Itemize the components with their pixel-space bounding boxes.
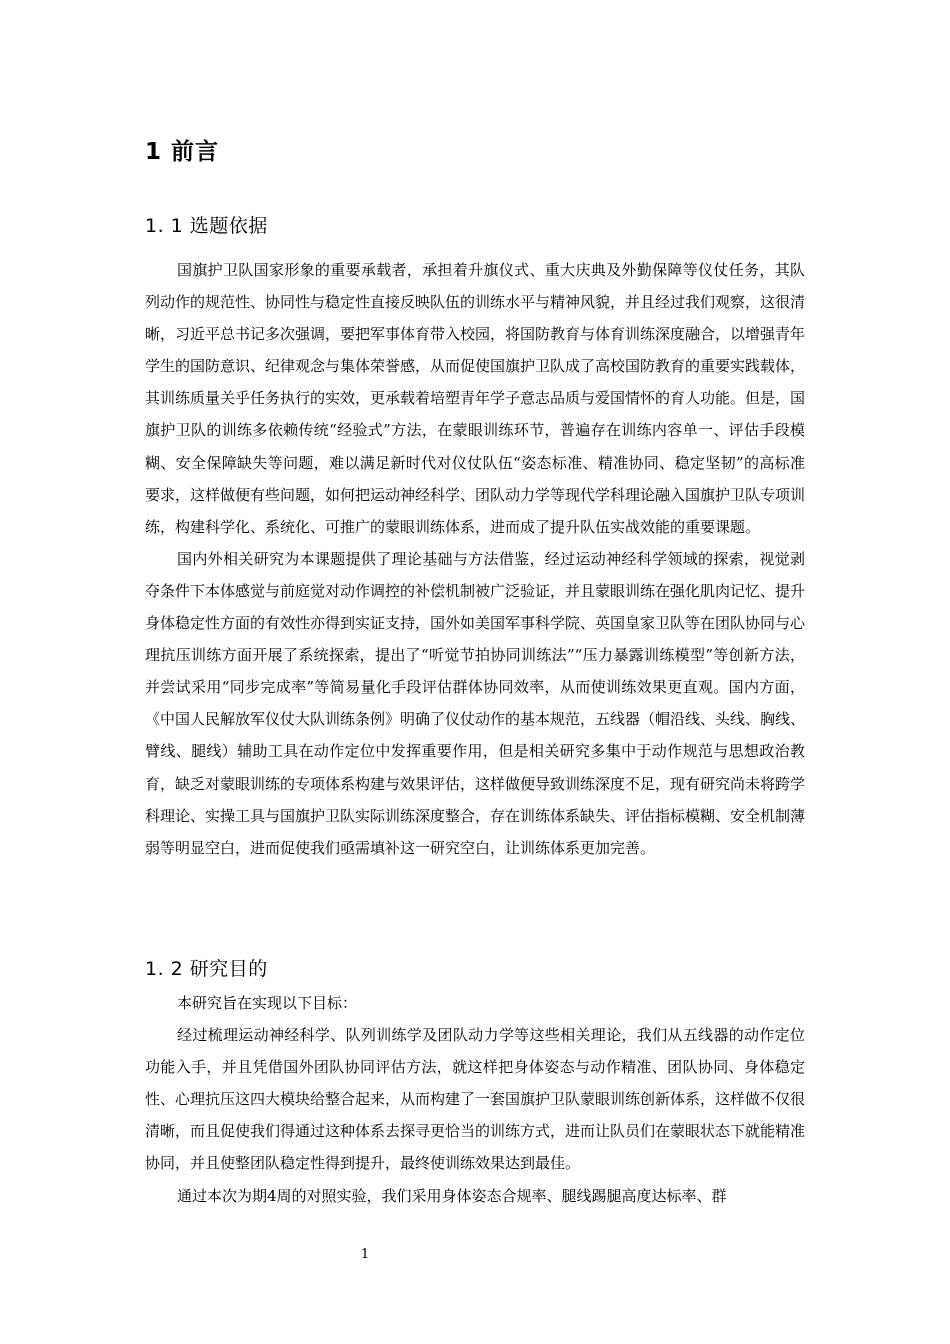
paragraph: 本研究旨在实现以下目标：	[177, 994, 358, 1012]
page-number: 1	[360, 1247, 370, 1262]
paragraph: 国内外相关研究为本课题提供了理论基础与方法借鉴，经过运动神经科学领域的探索，视觉剥夺条件下本体感觉与前庭觉对动作调控的补偿机制被广泛验证，并且蒙眼训练在强化肌肉记忆、提升身体稳定性方面的有效性亦得到实证支持，国外如美国军事科学院、英国皇家卫队等在团队协同与心理抗压训练方面开展了系统探索，提出了“听觉节拍协同训练法”“压力暴露训练模型”等创新方法，并尝试采用“同步完成率”等简易量化手段评估群体协同效率，从而使训练效果更直观。国内方面，《中国人民解放军仪仗大队训练条例》明确了仪仗动作的基本规范，五线器（帽沿线、头线、胸线、臂线、腿线）辅助工具在动作定位中发挥重要作用，但是相关研究多集中于动作规范与思想政治教育，缺乏对蒙眼训练的专项体系构建与效果评估，这样做便导致训练深度不足，现有研究尚未将跨学科理论、实操工具与国旗护卫队实际训练深度整合，存在训练体系缺失、评估指标模糊、安全机制薄弱等明显空白，进而促使我们亟需填补这一研究空白，让训练体系更加完善。	[145, 549, 806, 857]
section-heading-basis: 1. 1 选题依据	[145, 215, 268, 237]
section-heading-purpose: 1. 2 研究目的	[145, 958, 268, 980]
paragraph: 国旗护卫队国家形象的重要承载者，承担着升旗仪式、重大庆典及外勤保障等仪仗任务，其队列动作的规范性、协同性与稳定性直接反映队伍的训练水平与精神风貌，并且经过我们观察，这很清晰，习近平总书记多次强调，要把军事体育带入校园，将国防教育与体育训练深度融合，以增强青年学生的国防意识、纪律观念与集体荣誉感，从而促使国旗护卫队成了高校国防教育的重要实践载体，其训练质量关乎任务执行的实效，更承载着培塑青年学子意志品质与爱国情怀的育人功能。但是，国旗护卫队的训练多依赖传统“经验式”方法，在蒙眼训练环节，普遍存在训练内容单一、评估手段模糊、安全保障缺失等问题，难以满足新时代对仪仗队伍“姿态标准、精准协同、稳定坚韧”的高标准要求，这样做便有些问题，如何把运动神经科学、团队动力学等现代学科理论融入国旗护卫队专项训练，构建科学化、系统化、可推广的蒙眼训练体系，进而成了提升队伍实战效能的重要课题。	[145, 261, 806, 536]
paragraph: 通过本次为期4周的对照实验，我们采用身体姿态合规率、腿线踢腿高度达标率、群	[177, 1186, 727, 1205]
chapter-heading: 1 前言	[145, 139, 220, 165]
section-body-purpose	[145, 987, 805, 1212]
section-body-basis	[145, 254, 805, 864]
paragraph: 经过梳理运动神经科学、队列训练学及团队动力学等这些相关理论，我们从五线器的动作定位功能入手，并且凭借国外团队协同评估方法，就这样把身体姿态与动作精准、团队协同、身体稳定性、心理抗压这四大模块给整合起来，从而构建了一套国旗护卫队蒙眼训练创新体系，这样做不仅很清晰，而且促使我们得通过这种体系去探寻更恰当的训练方式，进而让队员们在蒙眼状态下就能精准协同，并且使整团队稳定性得到提升，最终使训练效果达到最佳。	[145, 1026, 806, 1173]
